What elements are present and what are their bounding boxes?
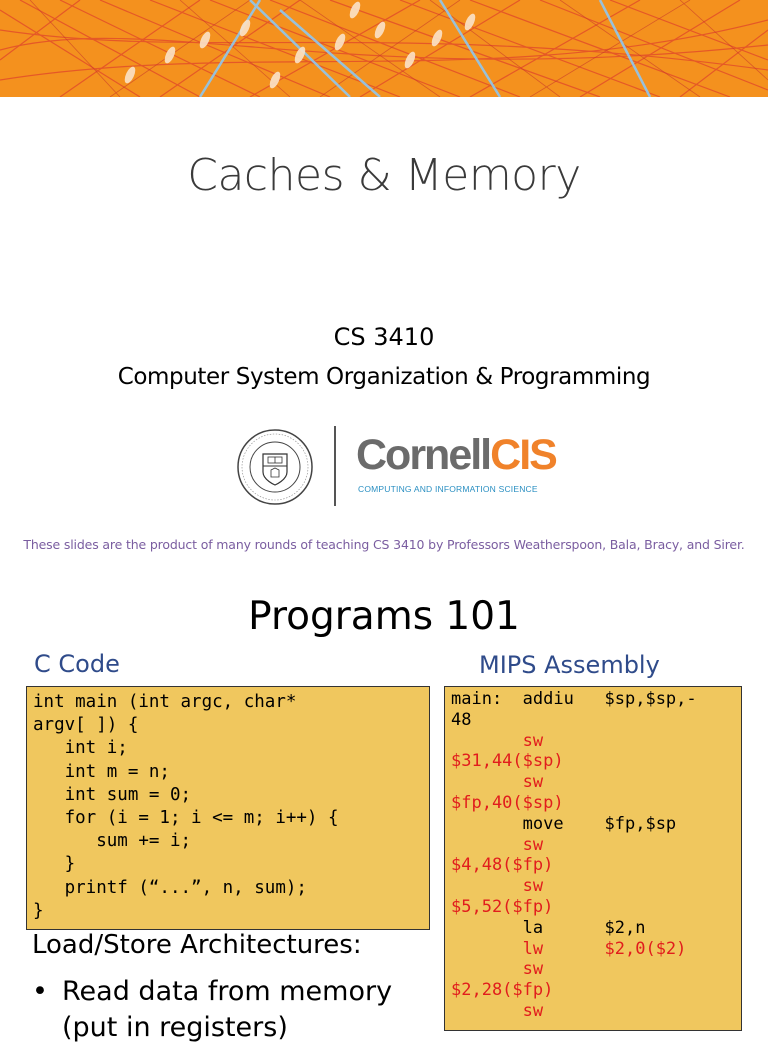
slide-credits: These slides are the product of many rounds of teaching CS 3410 by Professors Weatherspoon, Bala, Bracy, and Sirer.: [23, 537, 745, 552]
mips-line: $31,44($sp): [451, 751, 564, 772]
mips-line: 48: [451, 709, 472, 730]
mips-line: $fp,40($sp): [451, 792, 564, 813]
load-store-heading: Load/Store Architectures:: [32, 930, 362, 960]
course-code: CS 3410: [333, 323, 435, 351]
mips-line: $4,48($fp): [451, 855, 554, 876]
cornell-word: Cornell: [356, 431, 491, 479]
mips-code-box: [444, 686, 742, 1031]
mips-line: sw: [451, 1000, 544, 1021]
mips-line: sw: [451, 834, 544, 855]
cornell-wordmark: [356, 432, 556, 478]
logo-divider: [334, 426, 336, 506]
mips-line: main: addiu $sp,$sp,-: [451, 689, 697, 709]
bullet-text: Read data from memory: [62, 976, 393, 1007]
c-code-block: int main (int argc, char* argv[ ]) { int i; int m = n; int sum = 0; for (i = 1; i <= m; i++) { sum += i; } printf (“...”, n, sum); }: [33, 692, 339, 921]
mips-line: sw: [451, 772, 544, 793]
cornell-cis-logo: [236, 424, 556, 508]
mips-code-block: [451, 689, 735, 1022]
banner-pattern-image: [0, 0, 768, 97]
c-code-label: C Code: [34, 650, 120, 678]
bullet-dot-icon: •: [32, 976, 48, 1007]
course-name: Computer System Organization & Programming: [117, 364, 651, 390]
mips-line: sw: [451, 959, 544, 980]
decorative-banner: [0, 0, 768, 97]
mips-line: $5,52($fp): [451, 896, 554, 917]
c-code-box: [26, 686, 430, 930]
bullet-item: [32, 976, 392, 1007]
mips-assembly-label: MIPS Assembly: [479, 651, 660, 679]
slide-title: Caches & Memory: [187, 150, 581, 201]
bullet-item-continuation: (put in registers): [62, 1012, 288, 1043]
mips-line: sw: [451, 876, 544, 897]
cis-word: CIS: [490, 431, 556, 479]
mips-line: la $2,n: [451, 917, 646, 938]
mips-line: sw: [451, 730, 544, 751]
mips-line: move $fp,$sp: [451, 813, 677, 834]
cis-subtitle: COMPUTING AND INFORMATION SCIENCE: [358, 484, 538, 494]
cornell-seal-icon: [236, 428, 314, 506]
mips-line: lw $2,0($2): [451, 938, 687, 959]
slide-heading: Programs 101: [248, 594, 520, 639]
mips-line: $2,28($fp): [451, 980, 554, 1001]
